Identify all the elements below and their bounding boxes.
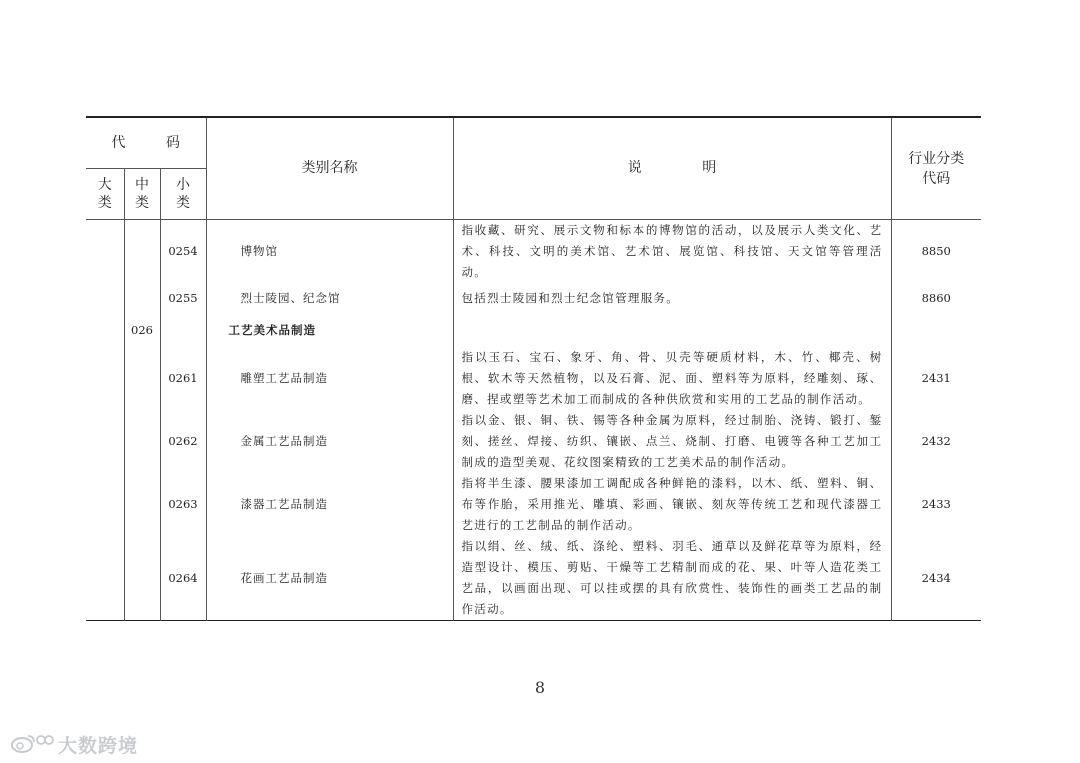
- table-row: [86, 410, 981, 473]
- cell-minor: 0262: [160, 410, 206, 473]
- cell-name: 金属工艺品制造: [206, 410, 453, 473]
- classification-table-container: [86, 116, 981, 621]
- cell-name: 博物馆: [206, 220, 453, 284]
- cell-industry-code: 2434: [891, 536, 981, 621]
- header-category-name: 类别名称: [206, 117, 453, 220]
- cell-name: 雕塑工艺品制造: [206, 347, 453, 410]
- cell-description: 指以玉石、宝石、象牙、角、骨、贝壳等硬质材料，木、竹、椰壳、树根、软木等天然植物，以及石膏、泥、面、塑料等为原料，经雕刻、琢、磨、捏或塑等艺术加工而制成的各种供欣赏和实用的工艺品的制作活动。: [453, 347, 891, 410]
- cell-description: 包括烈士陵园和烈士纪念馆管理服务。: [453, 283, 891, 313]
- table-row: [86, 536, 981, 621]
- cell-medium: 026: [124, 313, 160, 347]
- cell-minor: 0255: [160, 283, 206, 313]
- table-row: [86, 220, 981, 284]
- cell-medium: [124, 283, 160, 313]
- table-row: [86, 313, 981, 347]
- cell-medium: [124, 536, 160, 621]
- cell-industry-code: 2433: [891, 473, 981, 536]
- cell-name: 烈士陵园、纪念馆: [206, 283, 453, 313]
- table-row: [86, 283, 981, 313]
- cell-minor: [160, 313, 206, 347]
- cell-description: 指将半生漆、腰果漆加工调配成各种鲜艳的漆料，以木、纸、塑料、铜、布等作胎，采用推光、雕填、彩画、镶嵌、刻灰等传统工艺和现代漆器工艺进行的工艺制品的制作活动。: [453, 473, 891, 536]
- cell-description: 指收藏、研究、展示文物和标本的博物馆的活动，以及展示人类文化、艺术、科技、文明的美术馆、艺术馆、展览馆、科技馆、天文馆等管理活动。: [453, 220, 891, 284]
- cell-industry-code: [891, 313, 981, 347]
- cell-minor: 0264: [160, 536, 206, 621]
- header-description: 说 明: [453, 117, 891, 220]
- cell-description: [453, 313, 891, 347]
- cell-medium: [124, 220, 160, 284]
- cell-industry-code: 8850: [891, 220, 981, 284]
- cell-name: 花画工艺品制造: [206, 536, 453, 621]
- header-industry-code: 行业分类代码: [891, 117, 981, 220]
- cell-major: [86, 347, 124, 410]
- table-row: [86, 347, 981, 410]
- cell-medium: [124, 410, 160, 473]
- cell-minor: 0263: [160, 473, 206, 536]
- table-row: [86, 473, 981, 536]
- cell-industry-code: 2431: [891, 347, 981, 410]
- header-code: 代 码: [86, 117, 206, 169]
- cell-major: [86, 473, 124, 536]
- cell-minor: 0261: [160, 347, 206, 410]
- cell-medium: [124, 473, 160, 536]
- header-major: 大类: [86, 169, 124, 220]
- cell-name: 漆器工艺品制造: [206, 473, 453, 536]
- page-number: 8: [534, 678, 546, 697]
- watermark-text: 大数跨境: [58, 735, 139, 757]
- cell-minor: 0254: [160, 220, 206, 284]
- cell-description: 指以金、银、铜、铁、锡等各种金属为原料，经过制胎、浇铸、锻打、錾刻、搓丝、焊接、纺织、镶嵌、点兰、烧制、打磨、电镀等各种工艺加工制成的造型美观、花纹图案精致的工艺美术品的制作活动。: [453, 410, 891, 473]
- classification-table: [86, 116, 981, 621]
- cell-industry-code: 8860: [891, 283, 981, 313]
- cell-major: [86, 313, 124, 347]
- cell-major: [86, 536, 124, 621]
- cell-name: 工艺美术品制造: [206, 313, 453, 347]
- cell-medium: [124, 347, 160, 410]
- cell-major: [86, 220, 124, 284]
- cell-major: [86, 410, 124, 473]
- cell-major: [86, 283, 124, 313]
- weibo-icon: [10, 732, 54, 758]
- header-medium: 中类: [124, 169, 160, 220]
- watermark: [10, 731, 138, 758]
- cell-industry-code: 2432: [891, 410, 981, 473]
- cell-description: 指以绢、丝、绒、纸、涤纶、塑料、羽毛、通草以及鲜花草等为原料，经造型设计、模压、剪贴、干燥等工艺精制而成的花、果、叶等人造花类工艺品，以画面出现、可以挂或摆的具有欣赏性、装饰性的画类工艺品的制作活动。: [453, 536, 891, 621]
- header-minor: 小类: [160, 169, 206, 220]
